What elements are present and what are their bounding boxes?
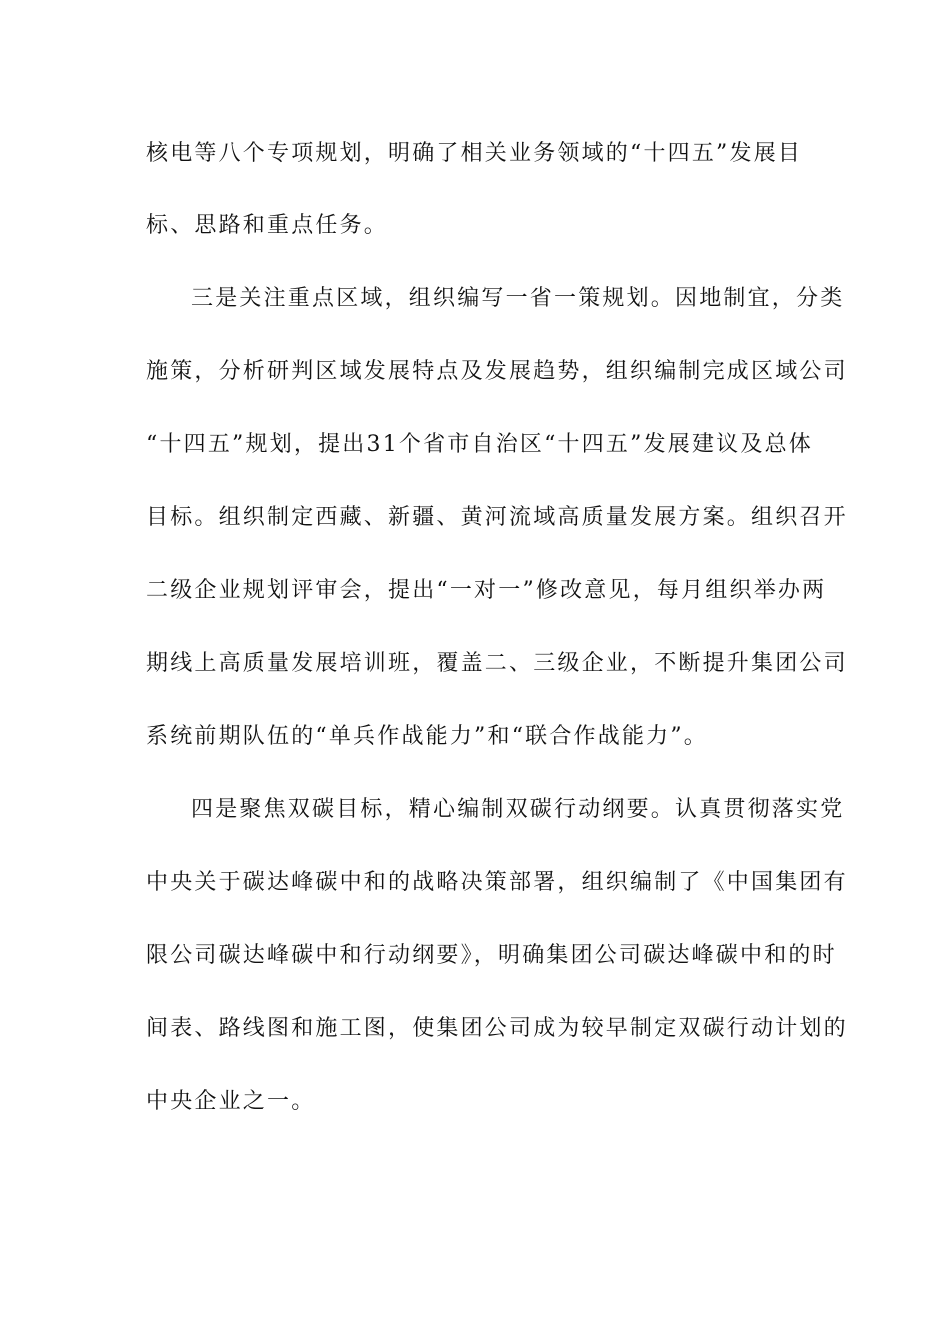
text-line: 施策，分析研判区域发展特点及发展趋势，组织编制完成区域公司 (146, 359, 848, 384)
text-line: 二级企业规划评审会，提出“一对一”修改意见，每月组织举办两 (146, 578, 827, 603)
text-line: 中央关于碳达峰碳中和的战略决策部署，组织编制了《中国集团有 (146, 870, 848, 895)
text-line: 核电等八个专项规划，明确了相关业务领域的“十四五”发展目 (146, 141, 803, 166)
text-line: 间表、路线图和施工图，使集团公司成为较早制定双碳行动计划的 (146, 1016, 848, 1041)
paragraph-first-line: 四是聚焦双碳目标，精心编制双碳行动纲要。认真贯彻落实党 (191, 797, 845, 822)
text-line: “十四五”规划，提出31个省市自治区“十四五”发展建议及总体 (146, 432, 813, 457)
paragraph-first-line: 三是关注重点区域，组织编写一省一策规划。因地制宜，分类 (191, 286, 845, 311)
text-line: 目标。组织制定西藏、新疆、黄河流域高质量发展方案。组织召开 (146, 505, 848, 530)
text-line: 标、思路和重点任务。 (146, 213, 389, 238)
text-line: 限公司碳达峰碳中和行动纲要》，明确集团公司碳达峰碳中和的时 (146, 943, 837, 968)
text-line: 系统前期队伍的“单兵作战能力”和“联合作战能力”。 (146, 724, 708, 749)
text-line: 期线上高质量发展培训班，覆盖二、三级企业，不断提升集团公司 (146, 651, 848, 676)
text-line: 中央企业之一。 (146, 1089, 316, 1114)
